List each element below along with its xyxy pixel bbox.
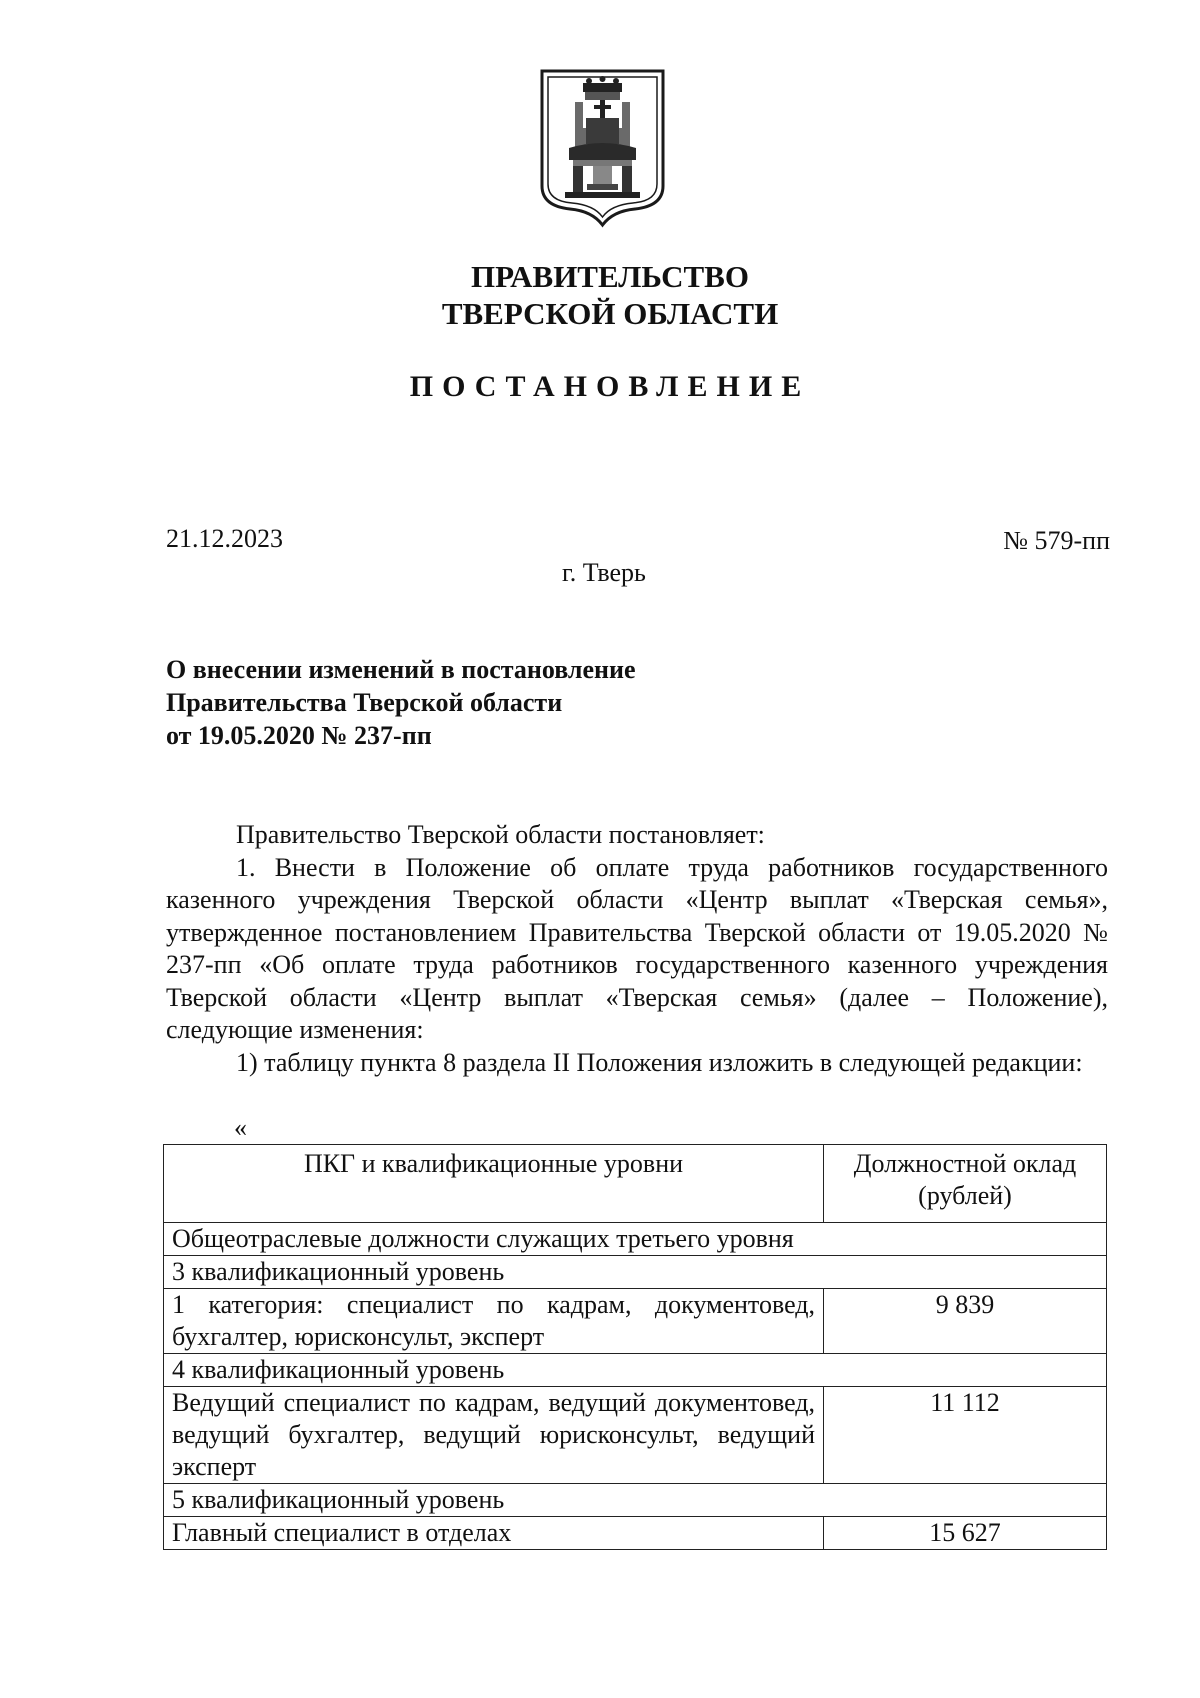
table-section-heading: Общеотраслевые должности служащих третьего уровня (164, 1223, 1107, 1256)
body-paragraph-preamble: Правительство Тверской области постановляет: (236, 820, 765, 849)
body-paragraph-item-1: 1. Внести в Положение об оплате труда работников государственного казенного учреждения Тверской области «Центр выплат «Тверская семья», утвержденное постановлением Правительства Тверской области от 19.05.2020 № 237-пп «Об оплате труда работников государственного казенного учреждения Тверской области «Центр выплат «Тверская семья» (далее – Положение), следующие изменения: (166, 852, 1108, 1044)
body-paragraph-subitem-1: 1) таблицу пункта 8 раздела II Положения изложить в следующей редакции: (236, 1047, 1083, 1077)
document-number: № 579-пп (1003, 526, 1110, 555)
government-title-line-2: ТВЕРСКОЙ ОБЛАСТИ (441, 296, 779, 331)
subject-line-3: от 19.05.2020 № 237-пп (166, 721, 432, 750)
table-section-heading: 3 квалификационный уровень (164, 1256, 1107, 1289)
salary-table (163, 1144, 1107, 1550)
government-title-line-1: ПРАВИТЕЛЬСТВО (471, 259, 749, 294)
table-cell-salary: 15 627 (824, 1517, 1107, 1550)
table-row (164, 1354, 1107, 1387)
document-body (166, 819, 1108, 1079)
table-row (164, 1517, 1107, 1550)
table-cell-position: Главный специалист в отделах (164, 1517, 824, 1550)
table-cell-salary: 9 839 (824, 1289, 1107, 1354)
document-date: 21.12.2023 (166, 524, 283, 553)
tver-coat-of-arms-emblem (539, 68, 666, 228)
subject-line-2: Правительства Тверской области (166, 688, 563, 717)
document-type-title: ПОСТАНОВЛЕНИЕ (409, 370, 811, 403)
column-header-level: ПКГ и квалификационные уровни (164, 1145, 824, 1223)
table-section-heading: 5 квалификационный уровень (164, 1484, 1107, 1517)
document-city: г. Тверь (562, 558, 646, 587)
table-header-row (164, 1145, 1107, 1223)
document-subject (166, 653, 636, 752)
table-section-heading: 4 квалификационный уровень (164, 1354, 1107, 1387)
table-row (164, 1223, 1107, 1256)
table-row (164, 1256, 1107, 1289)
table-row (164, 1387, 1107, 1484)
subject-line-1: О внесении изменений в постановление (166, 655, 636, 684)
table-cell-position: Ведущий специалист по кадрам, ведущий документовед, ведущий бухгалтер, ведущий юрисконсульт, ведущий эксперт (164, 1387, 824, 1484)
quote-open-mark: « (234, 1113, 247, 1142)
table-row (164, 1484, 1107, 1517)
table-row (164, 1289, 1107, 1354)
table-cell-salary: 11 112 (824, 1387, 1107, 1484)
table-cell-position: 1 категория: специалист по кадрам, документовед, бухгалтер, юрисконсульт, эксперт (164, 1289, 824, 1354)
column-header-salary: Должностной оклад (рублей) (824, 1145, 1107, 1223)
